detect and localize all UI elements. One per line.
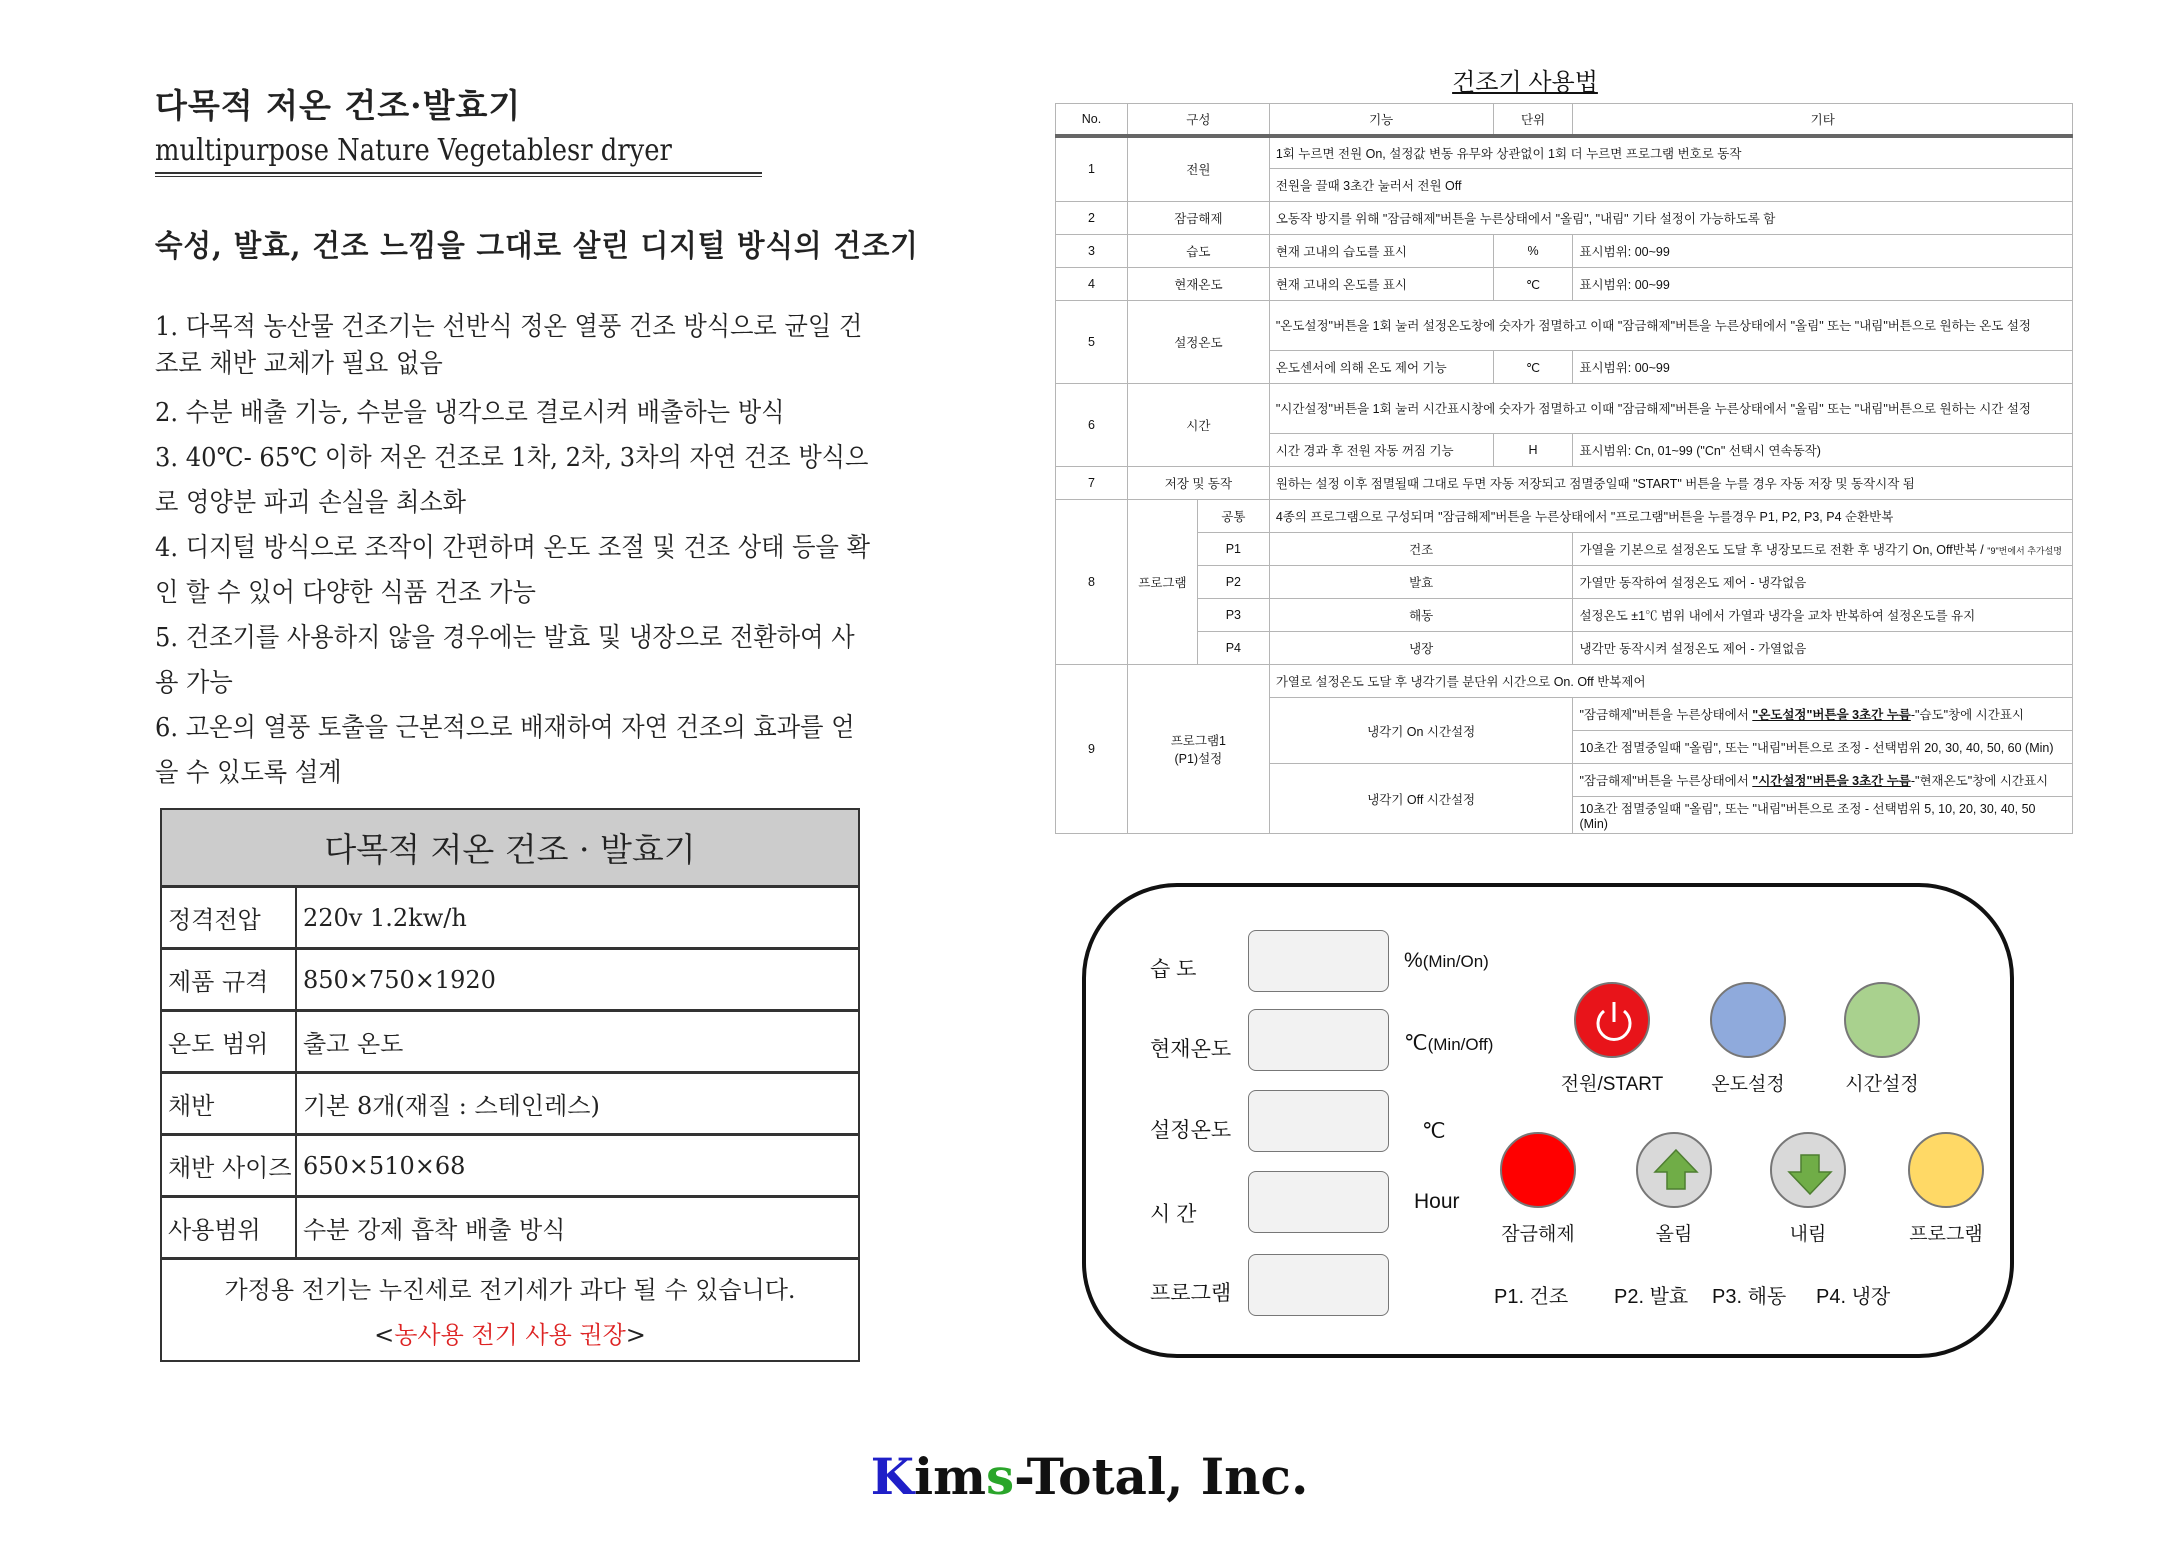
row-part: 시간 [1127,384,1269,467]
col-unit: 단위 [1493,104,1573,136]
step-text: -"현재온도"창에 시간표시 [1910,774,2049,788]
temp-unit-sub: (Min/Off) [1427,1035,1494,1054]
humidity-unit [1404,949,1489,973]
program-code: P1 [1197,533,1269,566]
up-button[interactable] [1636,1132,1712,1208]
product-title-english: multipurpose Nature Vegetablesr dryer [155,133,672,168]
row-no: 7 [1056,467,1128,500]
row-part: 현재온도 [1127,268,1269,301]
program-code: P2 [1197,566,1269,599]
temp-set-button-label: 온도설정 [1711,1074,1785,1095]
program-name: 발효 [1269,566,1573,599]
program-code: 공통 [1197,500,1269,533]
row-part: 전원 [1127,136,1269,202]
bracket-close: > [625,1321,646,1349]
program-button[interactable] [1908,1132,1984,1208]
program-desc: 냉각만 동작시켜 설정온도 제어 - 가열없음 [1573,632,2073,665]
step-text: "잠금해제"버튼을 누른상태에서 [1579,774,1753,788]
feature-item: 5. 건조기를 사용하지 않을 경우에는 발효 및 냉장으로 전환하여 사용 가능 [155,623,855,698]
logo-letter-k: K [870,1447,915,1506]
table-row [1056,665,2073,698]
cooler-off-step [1573,764,2073,797]
program-display [1248,1254,1389,1316]
program-code: P4 [1197,632,1269,665]
spec-row [162,1074,858,1136]
recommendation-text: 농사용 전기 사용 권장 [394,1321,626,1349]
row-part: 저장 및 동작 [1127,467,1269,500]
row-function: 온도센서에 의해 온도 제어 기능 [1269,351,1493,384]
current-temp-display [1248,1009,1389,1071]
program-label: 프로그램 [1150,1282,1232,1305]
humidity-label: 습 도 [1150,958,1197,981]
power-button[interactable] [1574,982,1650,1058]
row-no: 9 [1056,665,1128,834]
company-logo [0,1447,2179,1506]
spec-value: 220v 1.2kw/h [303,903,467,932]
humidity-unit-sub: (Min/On) [1422,952,1489,971]
row-function: 시간 경과 후 전원 자동 꺼짐 기능 [1269,434,1493,467]
cooler-off-step: 10초간 점멸중일때 "올림", 또는 "내림"버튼으로 조정 - 선택범위 5, 10, 20, 30, 40, 50 (Min) [1573,797,2073,834]
cooler-on-step: 10초간 점멸중일때 "올림", 또는 "내림"버튼으로 조정 - 선택범위 20, 30, 40, 50, 60 (Min) [1573,731,2073,764]
power-button-label: 전원/START [1560,1074,1664,1095]
row-part [1127,665,1269,834]
control-panel [1082,883,2014,1358]
spec-key: 채반 [162,1074,297,1133]
cooler-off-label: 냉각기 Off 시간설정 [1269,764,1573,834]
current-temp-label: 현재온도 [1150,1038,1232,1061]
spec-key: 사용범위 [162,1198,297,1257]
program-desc: 가열만 동작하여 설정온도 제어 - 냉각없음 [1573,566,2073,599]
program-desc-note: "9"번에서 추가설명 [1987,546,2063,556]
usage-header-row [1056,104,2073,136]
row-part-line: (P1)설정 [1174,752,1223,766]
row-function: 전원을 끌때 3초간 눌러서 전원 Off [1269,169,2072,202]
spec-row [162,1012,858,1074]
logo-letter-s: s [986,1447,1015,1506]
product-title-korean: 다목적 저온 건조·발효기 [155,86,522,125]
cooler-on-label: 냉각기 On 시간설정 [1269,698,1573,764]
table-row [1056,467,2073,500]
time-display [1248,1171,1389,1233]
row-function: "시간설정"버튼을 1회 눌러 시간표시창에 숫자가 점멸하고 이때 "잠금해제"버튼을 누른상태에서 "올림" 또는 "내림"버튼으로 원하는 시간 설정 [1269,384,2072,434]
arrow-down-icon [1772,1134,1848,1210]
spec-row [162,888,858,950]
row-function: "온도설정"버튼을 1회 눌러 설정온도창에 숫자가 점멸하고 이때 "잠금해제"버튼을 누른상태에서 "올림" 또는 "내림"버튼으로 원하는 온도 설정 [1269,301,2072,351]
spec-key: 정격전압 [162,888,297,947]
usage-title: 건조기 사용법 [1452,69,1598,96]
spec-table [160,808,860,1362]
spec-row [162,1136,858,1198]
logo-rest: -Total, Inc. [1014,1447,1309,1506]
program-desc: 설정온도 ±1℃ 범위 내에서 가열과 냉각을 교차 반복하여 설정온도를 유지 [1573,599,2073,632]
row-no: 5 [1056,301,1128,384]
row-unit: ℃ [1493,351,1573,384]
row-etc: 표시범위: Cn, 01~99 ("Cn" 선택시 연속동작) [1573,434,2073,467]
down-button[interactable] [1770,1132,1846,1208]
step-text: -"습도"창에 시간표시 [1910,708,2024,722]
current-temp-unit [1404,1031,1493,1056]
product-subtitle: 숙성, 발효, 건조 느낌을 그대로 살린 디지털 방식의 건조기 [155,229,919,264]
feature-item: 6. 고온의 열풍 토출을 근본적으로 배재하여 자연 건조의 효과를 얻을 수 있도록 설계 [155,713,855,788]
program-desc [1573,533,2073,566]
product-intro [155,80,919,796]
spec-key: 채반 사이즈 [162,1136,297,1195]
row-function: 원하는 설정 이후 점멸될때 그대로 두면 자동 저장되고 점멸중일때 "START" 버튼을 누를 경우 자동 저장 및 동작시작 됨 [1269,467,2072,500]
time-label: 시 간 [1150,1203,1197,1226]
table-row [1056,632,2073,665]
feature-item: 1. 다목적 농산물 건조기는 선반식 정온 열풍 건조 방식으로 균일 건조로 채반 교체가 필요 없음 [155,312,863,379]
table-row [1056,136,2073,169]
temp-unit-main: ℃ [1404,1032,1428,1055]
row-unit: H [1493,434,1573,467]
row-function: 4종의 프로그램으로 구성되며 "잠금해제"버튼을 누른상태에서 "프로그램"버튼을 누를경우 P1, P2, P3, P4 순환반복 [1269,500,2072,533]
row-part-line: 프로그램1 [1170,734,1226,748]
table-row [1056,533,2073,566]
row-function: 현재 고내의 습도를 표시 [1269,235,1493,268]
set-temp-unit: ℃ [1422,1120,1446,1143]
row-part: 설정온도 [1127,301,1269,384]
set-temp-label: 설정온도 [1150,1119,1232,1142]
set-temp-display [1248,1090,1389,1152]
step-text: "잠금해제"버튼을 누른상태에서 [1579,708,1753,722]
table-row [1056,301,2073,351]
down-button-label: 내림 [1789,1224,1827,1245]
row-function: 현재 고내의 온도를 표시 [1269,268,1493,301]
unlock-button[interactable] [1500,1132,1576,1208]
row-unit: % [1493,235,1573,268]
feature-item: 2. 수분 배출 기능, 수분을 냉각으로 결로시켜 배출하는 방식 [155,398,785,428]
col-etc: 기타 [1573,104,2073,136]
row-part: 습도 [1127,235,1269,268]
spec-key: 제품 규격 [162,950,297,1009]
logo-letters-im: im [914,1447,986,1506]
table-row [1056,384,2073,434]
spec-key: 온도 범위 [162,1012,297,1071]
program-p2-label: P2. 발효 [1614,1286,1689,1308]
table-row [1056,500,2073,533]
program-code: P3 [1197,599,1269,632]
col-function: 기능 [1269,104,1493,136]
time-set-button[interactable] [1844,982,1920,1058]
program-name: 건조 [1269,533,1573,566]
program-name: 해동 [1269,599,1573,632]
program-name: 냉장 [1269,632,1573,665]
row-function: 1회 누르면 전원 On, 설정값 변동 유무와 상관없이 1회 더 누르면 프로그램 번호로 동작 [1269,136,2072,169]
power-icon [1576,984,1652,1060]
spec-value: 기본 8개(재질 : 스테인레스) [303,1092,600,1120]
spec-row [162,1198,858,1260]
spec-value: 출고 온도 [303,1030,404,1058]
row-no: 8 [1056,500,1128,665]
unlock-button-label: 잠금해제 [1501,1224,1575,1245]
usage-table [1055,103,2073,834]
row-part: 잠금해제 [1127,202,1269,235]
spec-value: 수분 강제 흡착 배출 방식 [303,1216,566,1244]
program-p4-label: P4. 냉장 [1816,1286,1891,1308]
program-p3-label: P3. 해동 [1712,1286,1787,1308]
spec-value: 850×750×1920 [303,965,496,994]
arrow-up-icon [1638,1134,1714,1210]
up-button-label: 올림 [1655,1224,1693,1245]
feature-item: 4. 디지털 방식으로 조작이 간편하며 온도 조절 및 건조 상태 등을 확인 할 수 있어 다양한 식품 건조 가능 [155,533,870,608]
row-no: 1 [1056,136,1128,202]
humidity-display [1248,930,1389,992]
program-button-label: 프로그램 [1909,1224,1983,1245]
row-unit: ℃ [1493,268,1573,301]
table-row [1056,235,2073,268]
title-underline [155,172,762,177]
row-function: 오동작 방지를 위해 "잠금해제"버튼을 누른상태에서 "올림", "내림" 기타 설정이 가능하도록 함 [1269,202,2072,235]
row-function: 가열로 설정온도 도달 후 냉각기를 분단위 시간으로 On. Off 반복제어 [1269,665,2072,698]
row-etc: 표시범위: 00~99 [1573,351,2073,384]
table-row [1056,566,2073,599]
row-etc: 표시범위: 00~99 [1573,268,2073,301]
row-no: 4 [1056,268,1128,301]
col-part: 구성 [1127,104,1269,136]
spec-note [162,1260,858,1360]
temp-set-button[interactable] [1710,982,1786,1058]
step-emphasis: "시간설정"버튼을 3초간 누름 [1752,774,1911,788]
spec-header: 다목적 저온 건조 · 발효기 [162,810,858,888]
table-row [1056,268,2073,301]
electricity-recommendation [374,1315,646,1350]
electricity-warning: 가정용 전기는 누진세로 전기세가 과다 될 수 있습니다. [224,1276,796,1304]
step-emphasis: "온도설정"버튼을 3초간 누름 [1752,708,1911,722]
time-unit: Hour [1414,1190,1460,1213]
row-etc: 표시범위: 00~99 [1573,235,2073,268]
bracket-open: < [374,1321,395,1349]
spec-value: 650×510×68 [303,1151,466,1180]
col-no: No. [1056,104,1128,136]
program-p1-label: P1. 건조 [1494,1286,1569,1308]
row-no: 3 [1056,235,1128,268]
feature-item: 3. 40℃- 65℃ 이하 저온 건조로 1차, 2차, 3차의 자연 건조 방식으로 영양분 파괴 손실을 최소화 [155,443,869,518]
table-row [1056,202,2073,235]
humidity-unit-main: % [1404,949,1423,972]
row-no: 2 [1056,202,1128,235]
row-part: 프로그램 [1127,500,1197,665]
spec-row [162,950,858,1012]
program-desc-text: 가열을 기본으로 설정온도 도달 후 냉장모드로 전환 후 냉각기 On, Off반복 / [1579,543,1988,557]
time-set-button-label: 시간설정 [1845,1074,1919,1095]
row-no: 6 [1056,384,1128,467]
table-row [1056,599,2073,632]
feature-list [155,309,875,796]
cooler-on-step [1573,698,2073,731]
